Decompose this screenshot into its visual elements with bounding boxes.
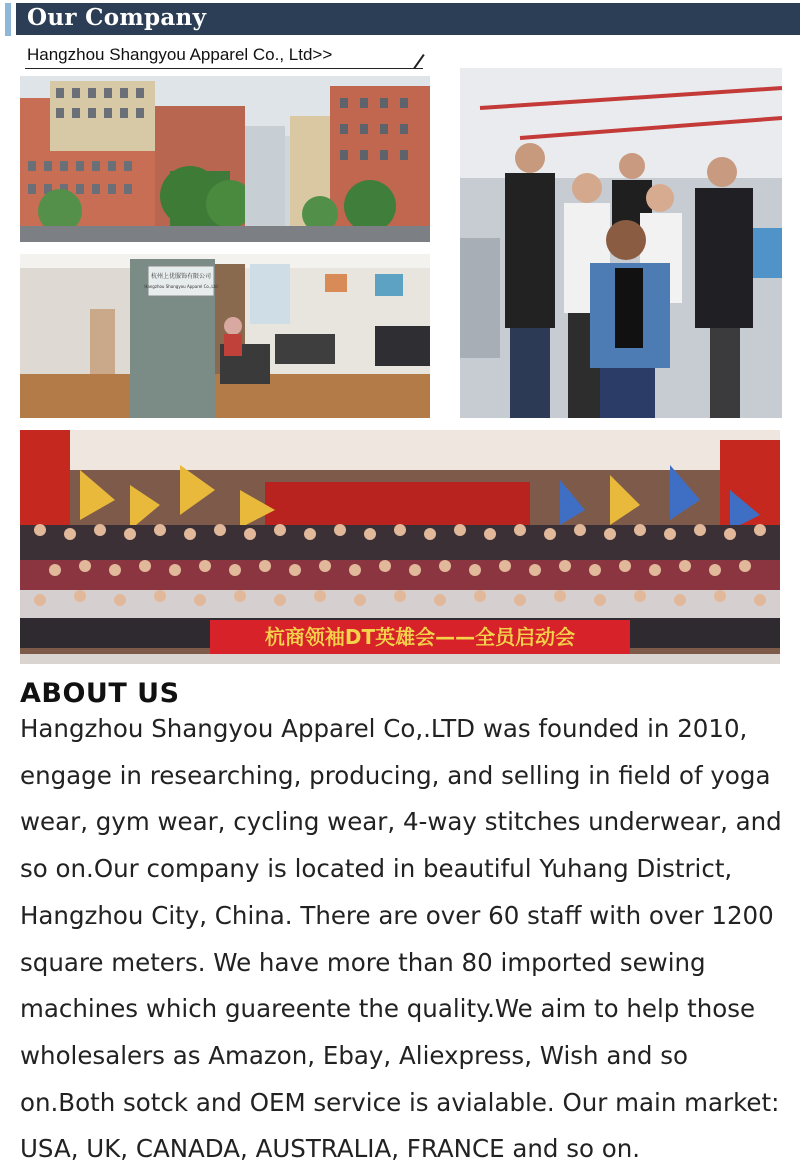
section-header <box>0 0 800 37</box>
team-photo <box>460 68 782 418</box>
header-accent-stripe <box>5 3 11 36</box>
subtitle-slash <box>413 54 424 69</box>
office-sign-cn: 杭州上优服饰有限公司 <box>150 273 212 280</box>
about-line: so on.Our company is located in beautiful Yuhang District, <box>20 854 733 884</box>
about-line: square meters. We have more than 80 imported sewing <box>20 947 706 977</box>
group-event-photo <box>20 430 780 664</box>
about-line: Hangzhou City, China. There are over 60 staff with over 1200 <box>20 900 774 930</box>
about-line: wear, gym wear, cycling wear, 4-way stitches underwear, and <box>20 807 782 837</box>
subtitle-underline <box>25 68 423 69</box>
about-line: USA, UK, CANADA, AUSTRALIA, FRANCE and so on. <box>20 1134 641 1164</box>
building-photo <box>20 76 430 242</box>
section-title: Our Company <box>27 4 207 31</box>
event-banner-text: 杭商领袖DT英雄会——全员启动会 <box>264 625 576 649</box>
about-line: engage in researching, producing, and selling in field of yoga <box>20 760 771 790</box>
office-sign-en: Hangzhou Shangyou Apparel Co.,Ltd <box>144 284 218 289</box>
office-photo <box>20 254 430 418</box>
company-name-link[interactable]: Hangzhou Shangyou Apparel Co., Ltd>> <box>27 45 333 64</box>
about-line: on.Both sotck and OEM service is avialable. Our main market: <box>20 1087 780 1117</box>
about-line: machines which guareente the quality.We aim to help those <box>20 994 756 1024</box>
about-us-heading: ABOUT US <box>20 678 180 709</box>
about-line: Hangzhou Shangyou Apparel Co,.LTD was founded in 2010, <box>20 714 748 743</box>
about-us-text <box>20 706 795 1173</box>
about-line: wholesalers as Amazon, Ebay, Aliexpress, Wish and so <box>20 1040 688 1070</box>
